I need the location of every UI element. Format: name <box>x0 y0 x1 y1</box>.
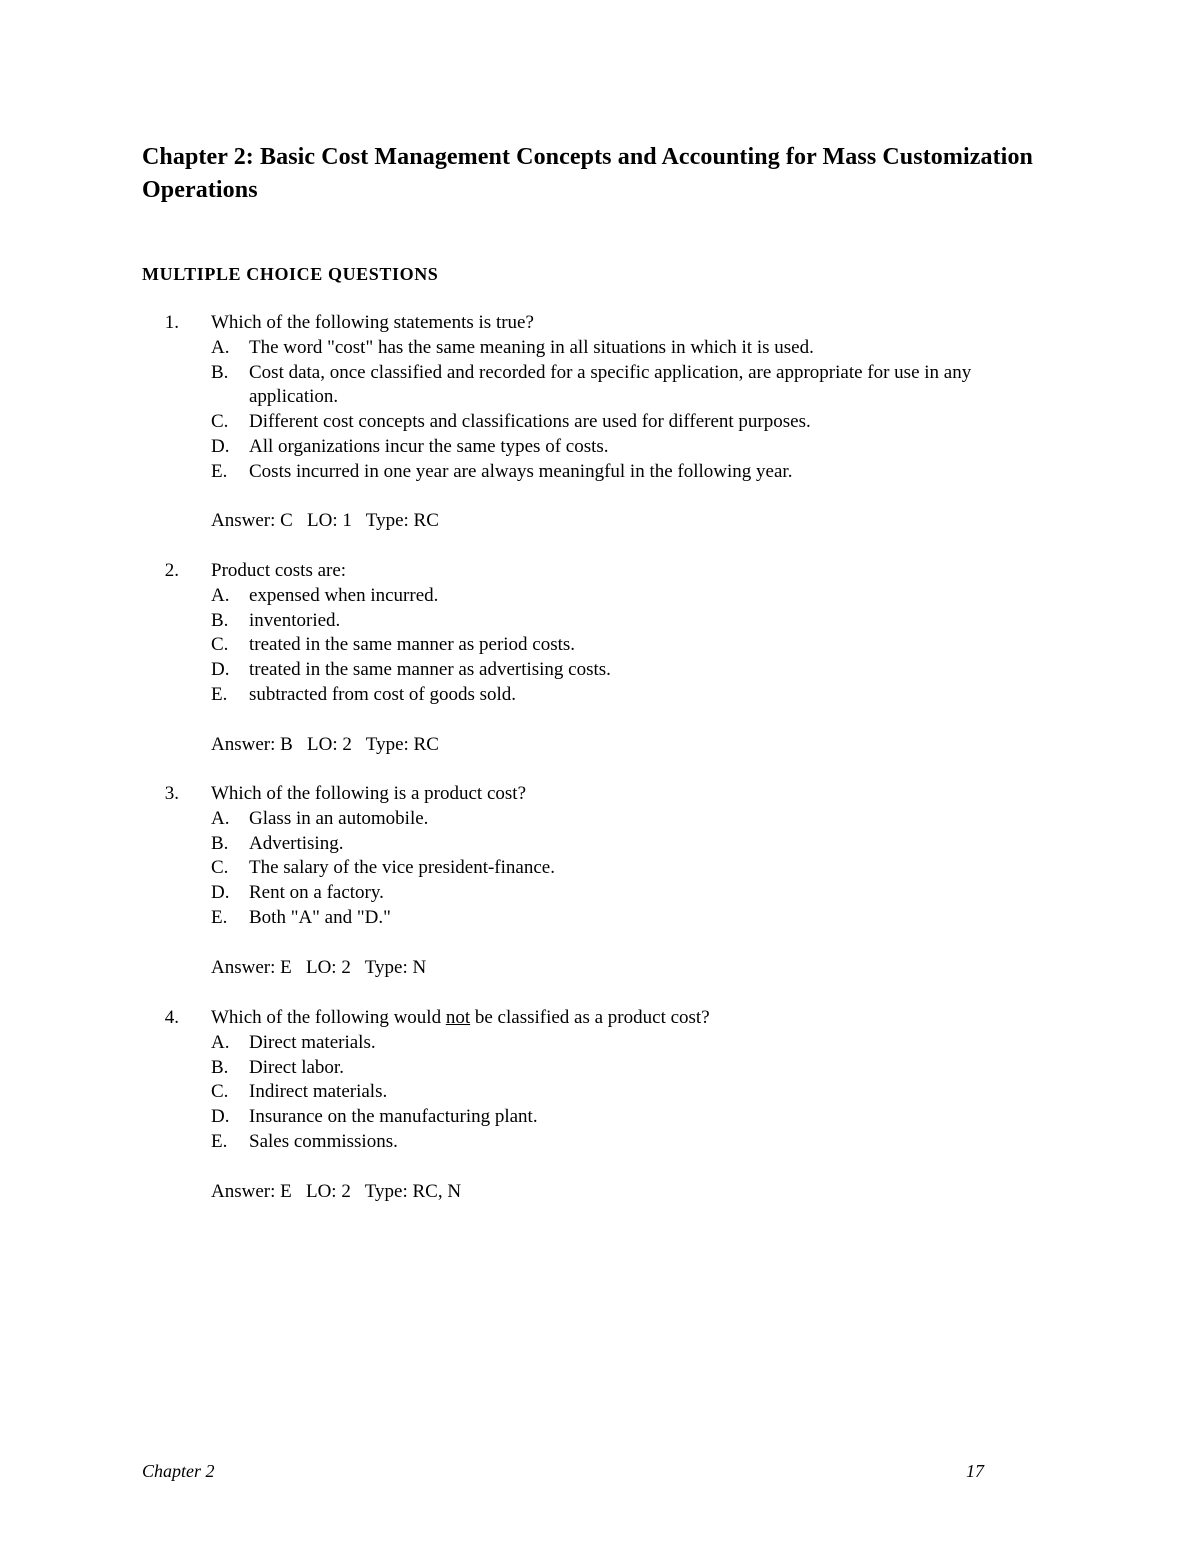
option-a <box>142 584 1062 609</box>
option-text: treated in the same manner as advertising costs. <box>249 659 611 681</box>
underlined-emphasis: not <box>445 1007 471 1028</box>
question-text-end: be classified as a product cost? <box>470 1007 710 1028</box>
option-text: Glass in an automobile. <box>249 807 429 829</box>
answer-options <box>142 336 1062 485</box>
option-e <box>142 683 1062 708</box>
page-title: Chapter 2: Basic Cost Management Concepts and Accounting for Mass Customization Operations <box>142 144 1034 203</box>
question-2 <box>142 559 1062 757</box>
option-letter: C. <box>211 857 229 879</box>
option-c <box>142 633 1062 658</box>
question-stem <box>142 1006 1062 1031</box>
option-a <box>142 1031 1062 1056</box>
option-b <box>142 832 1062 857</box>
question-number: 2. <box>164 560 179 581</box>
option-c <box>142 1080 1062 1105</box>
question-text: Which of the following is a product cost? <box>211 783 527 804</box>
option-letter: A. <box>211 807 230 829</box>
answer-key <box>142 956 1062 981</box>
answer-text: Answer: B LO: 2 Type: RC <box>211 733 439 755</box>
option-letter: A. <box>211 1031 230 1053</box>
answer-options <box>142 584 1062 708</box>
question-text: Which of the following statements is true? <box>211 312 534 333</box>
option-text: Both "A" and "D." <box>249 906 391 928</box>
option-letter: B. <box>211 1056 229 1078</box>
section-heading: MULTIPLE CHOICE QUESTIONS <box>142 264 439 284</box>
option-letter: D. <box>211 659 230 681</box>
option-b <box>142 361 1062 411</box>
option-text: Indirect materials. <box>249 1081 388 1103</box>
option-letter: C. <box>211 1081 229 1103</box>
option-d <box>142 658 1062 683</box>
option-text: Insurance on the manufacturing plant. <box>249 1106 538 1128</box>
option-letter: B. <box>211 609 229 631</box>
footer-page-number: 17 <box>966 1461 984 1481</box>
option-b <box>142 1056 1062 1081</box>
footer-chapter-label: Chapter 2 <box>142 1461 215 1481</box>
option-text: Cost data, once classified and recorded for a specific application, are appropriate for use in any application. <box>249 361 972 408</box>
option-text: Sales commissions. <box>249 1130 398 1152</box>
option-text: inventoried. <box>249 609 341 631</box>
answer-text: Answer: C LO: 1 Type: RC <box>211 510 439 532</box>
option-a <box>142 336 1062 361</box>
option-e <box>142 460 1062 485</box>
option-text: The salary of the vice president-finance. <box>249 857 555 879</box>
answer-key <box>142 733 1062 758</box>
option-b <box>142 609 1062 634</box>
answer-key <box>142 1180 1062 1205</box>
option-letter: A. <box>211 584 230 606</box>
option-c <box>142 856 1062 881</box>
question-3 <box>142 782 1062 980</box>
option-a <box>142 807 1062 832</box>
option-d <box>142 435 1062 460</box>
question-number: 3. <box>164 783 179 804</box>
option-text: Direct labor. <box>249 1056 344 1078</box>
answer-options <box>142 807 1062 931</box>
option-letter: C. <box>211 634 229 656</box>
option-text: subtracted from cost of goods sold. <box>249 683 517 705</box>
option-d <box>142 881 1062 906</box>
question-stem <box>142 559 1062 584</box>
option-letter: E. <box>211 683 228 705</box>
option-text: All organizations incur the same types of costs. <box>249 435 609 457</box>
question-number: 1. <box>164 312 179 333</box>
question-stem <box>142 311 1062 336</box>
option-e <box>142 906 1062 931</box>
option-letter: E. <box>211 460 228 482</box>
option-text: treated in the same manner as period costs. <box>249 634 576 656</box>
option-letter: E. <box>211 1130 228 1152</box>
option-text: expensed when incurred. <box>249 584 439 606</box>
option-letter: D. <box>211 882 230 904</box>
option-letter: B. <box>211 832 229 854</box>
question-text-start: Which of the following would <box>211 1007 446 1028</box>
question-4 <box>142 1006 1062 1204</box>
question-1 <box>142 311 1062 534</box>
answer-text: Answer: E LO: 2 Type: N <box>211 956 427 978</box>
question-text: Product costs are: <box>211 560 347 581</box>
option-text: Costs incurred in one year are always meaningful in the following year. <box>249 460 793 482</box>
option-letter: C. <box>211 411 229 433</box>
question-number: 4. <box>164 1007 179 1028</box>
option-text: Different cost concepts and classifications are used for different purposes. <box>249 411 811 433</box>
option-text: The word "cost" has the same meaning in all situations in which it is used. <box>249 336 814 358</box>
option-letter: A. <box>211 336 230 358</box>
answer-key <box>142 509 1062 534</box>
question-stem <box>142 782 1062 807</box>
option-letter: E. <box>211 906 228 928</box>
option-text: Direct materials. <box>249 1031 376 1053</box>
answer-options <box>142 1031 1062 1155</box>
option-e <box>142 1130 1062 1155</box>
option-letter: D. <box>211 435 230 457</box>
question-text <box>211 1006 1062 1031</box>
option-c <box>142 410 1062 435</box>
option-letter: B. <box>211 361 229 383</box>
option-text: Rent on a factory. <box>249 882 384 904</box>
option-letter: D. <box>211 1106 230 1128</box>
option-text: Advertising. <box>249 832 344 854</box>
option-d <box>142 1105 1062 1130</box>
answer-text: Answer: E LO: 2 Type: RC, N <box>211 1180 462 1202</box>
